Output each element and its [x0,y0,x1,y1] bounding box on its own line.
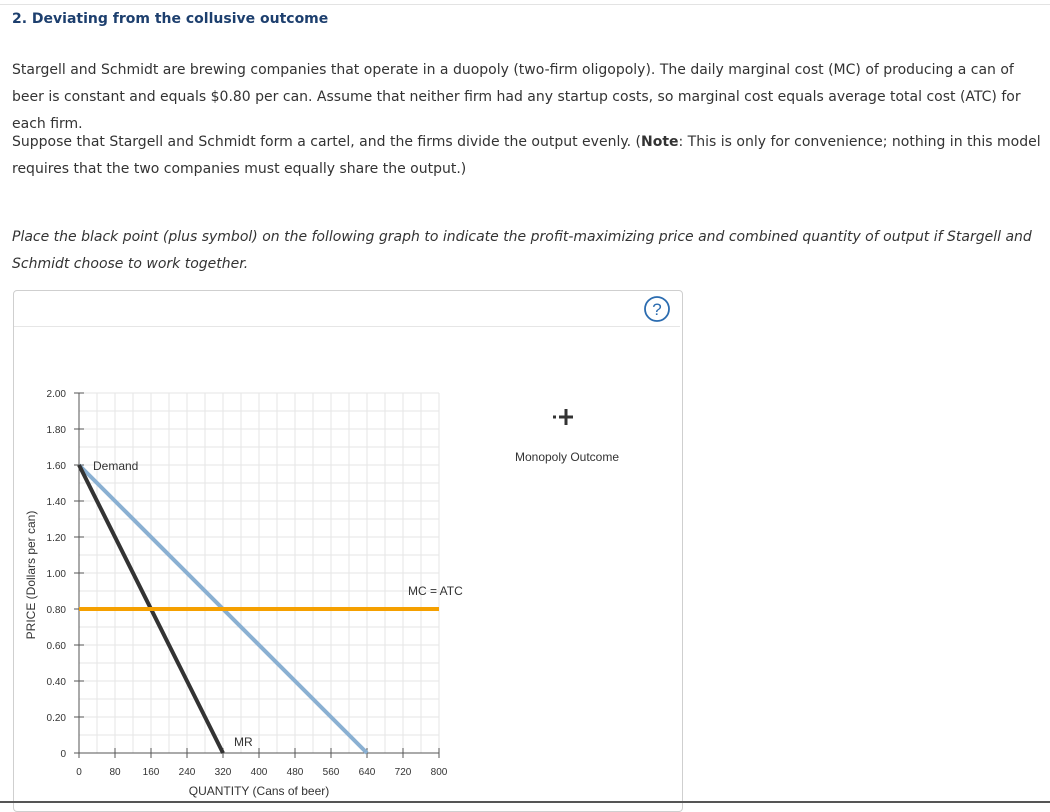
x-tick-label: 720 [394,767,412,778]
y-tick-label: 0.20 [46,713,66,724]
x-tick-label: 640 [358,767,376,778]
y-tick-label: 2.00 [46,389,66,400]
x-tick-label: 560 [322,767,340,778]
x-tick-label: 480 [286,767,304,778]
x-tick-label: 320 [214,767,232,778]
mr-label: MR [234,735,253,749]
x-tick-label: 160 [142,767,160,778]
note-label: Note [640,134,679,150]
plus-point-icon [553,409,573,425]
y-tick-label: 1.00 [46,569,66,580]
question-title: 2. Deviating from the collusive outcome [12,11,329,27]
x-tick-label: 800 [430,767,448,778]
x-tick-label: 80 [109,767,121,778]
y-tick-label: 0.40 [46,677,66,688]
x-tick-label: 400 [250,767,268,778]
x-tick-label: 240 [178,767,196,778]
demand-label: Demand [93,459,139,473]
bottom-divider [0,801,1050,803]
y-tick-label: 0.60 [46,641,66,652]
mc-atc-label: MC = ATC [408,584,463,598]
y-tick-label: 0 [60,749,66,760]
monopoly-outcome-tool[interactable] [553,409,573,425]
instruction-text: Place the black point (plus symbol) on the following graph to indicate the profit-maximizing price and combined quantity of output if Stargell and Schmidt choose to work together. [12,229,1032,272]
x-tick-label: 0 [76,767,82,778]
cartel-text-1: Suppose that Stargell and Schmidt form a cartel, and the firms divide the output evenly. ( [12,134,641,150]
y-tick-label: 1.60 [46,461,66,472]
cartel-text-2: : This is only for convenience; nothing in this model requires that the two companies must equally share the output.) [12,134,1041,177]
intro-paragraph: Stargell and Schmidt are brewing companies that operate in a duopoly (two-firm oligopoly). The daily marginal cost (MC) of producing a can of beer is constant and equals $0.80 per can. Assume that neither firm had any startup costs, so marginal cost equals average total cost (ATC) for each firm. [12,62,1021,132]
y-tick-label: 1.80 [46,425,66,436]
y-tick-label: 1.20 [46,533,66,544]
help-symbol: ? [652,300,662,319]
y-tick-label: 0.80 [46,605,66,616]
monopoly-outcome-label: Monopoly Outcome [514,450,620,464]
legend [515,409,619,464]
x-axis-title: QUANTITY (Cans of beer) [188,784,330,798]
y-tick-label: 1.40 [46,497,66,508]
y-axis-title: PRICE (Dollars per can) [24,510,38,640]
